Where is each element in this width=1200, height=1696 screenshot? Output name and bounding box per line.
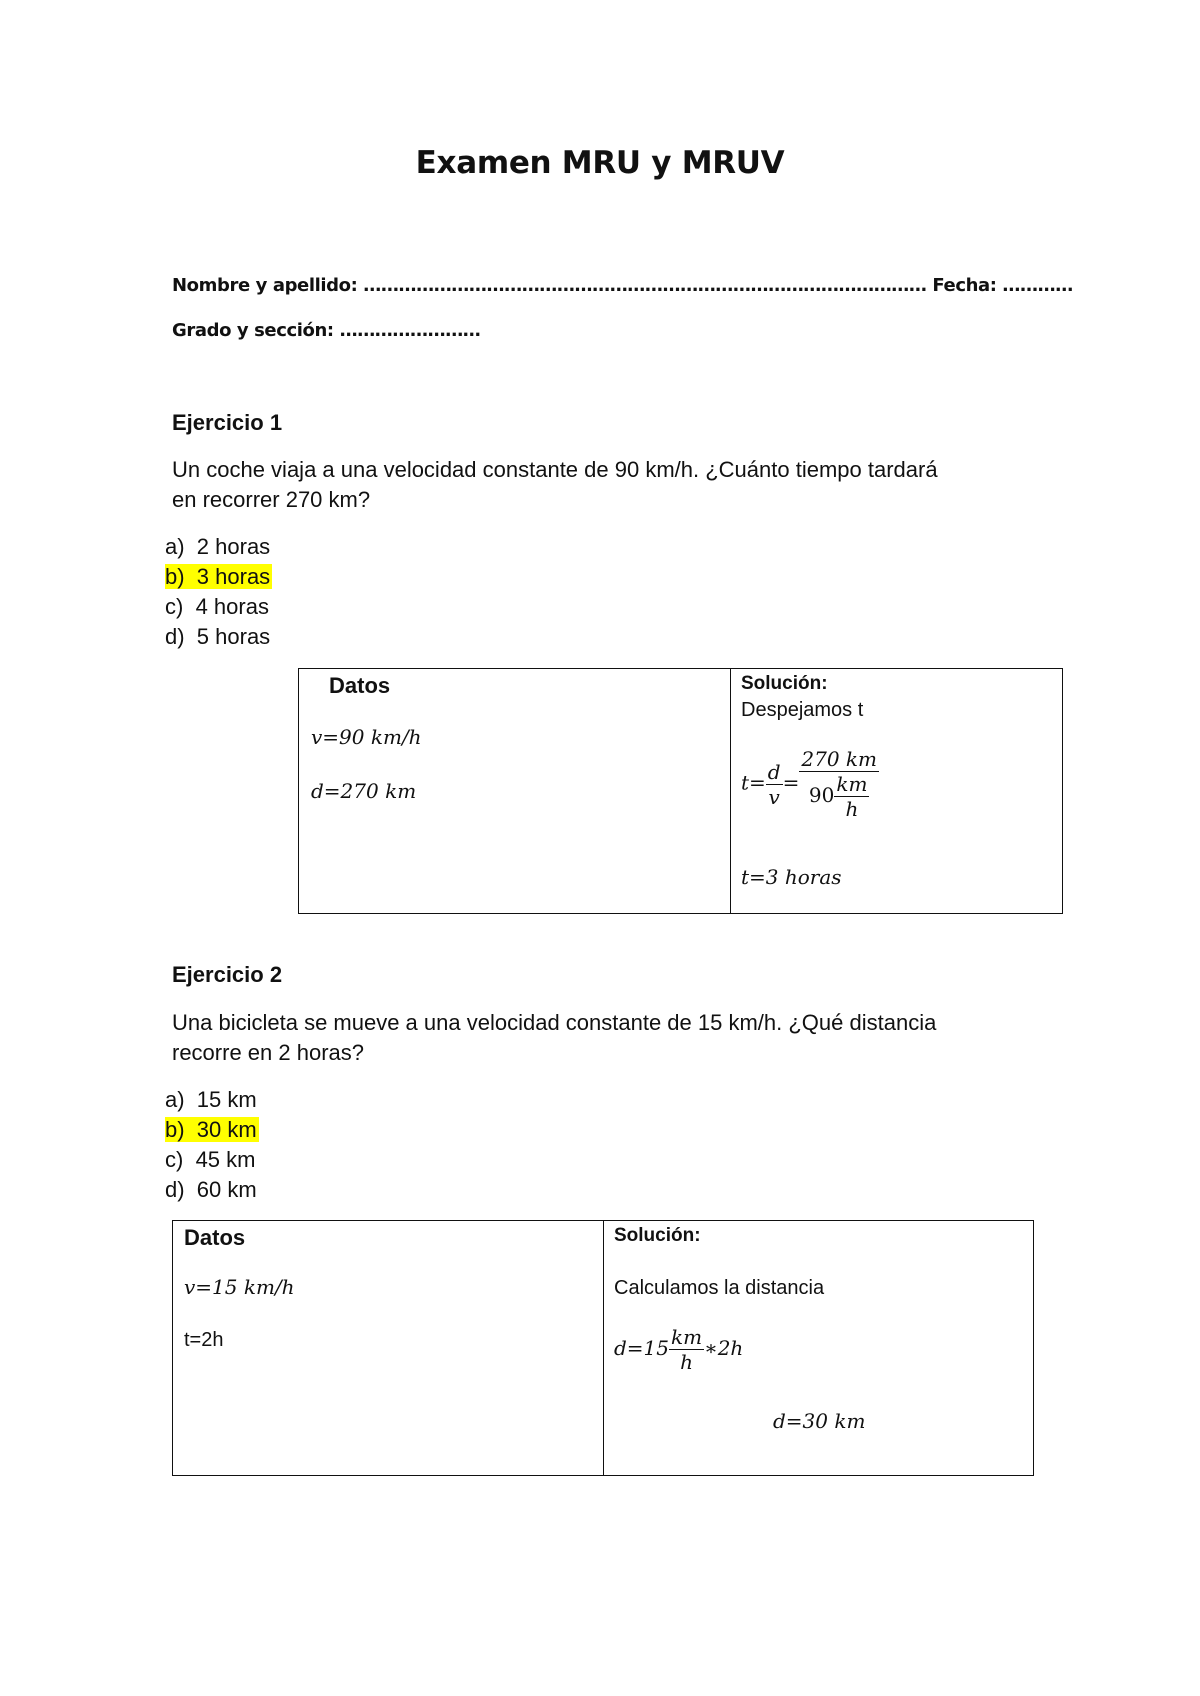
formula-rest: ∗2h bbox=[704, 1336, 744, 1360]
question-line: en recorrer 270 km? bbox=[172, 487, 371, 512]
fraction-km-over-h bbox=[669, 1325, 704, 1374]
exercise-2-solution-table bbox=[172, 1220, 1034, 1476]
solucion-text: Calculamos la distancia bbox=[614, 1277, 825, 1299]
denominator-coefficient: 90 bbox=[808, 783, 835, 807]
name-date-line: Nombre y apellido: …………………………………………………………………………………… Fecha: ………… bbox=[172, 275, 1073, 296]
exercise-2-question bbox=[172, 1008, 1042, 1068]
fraction-numerator: km bbox=[836, 772, 868, 796]
datos-distance: d=270 km bbox=[311, 779, 417, 803]
option-letter: a) bbox=[165, 534, 185, 559]
option-d bbox=[165, 622, 272, 652]
datos-velocity: v=90 km/h bbox=[311, 725, 422, 749]
option-text: 30 km bbox=[196, 1117, 257, 1142]
exercise-1-options bbox=[165, 532, 272, 652]
table-divider bbox=[603, 1221, 604, 1475]
option-text: 5 horas bbox=[196, 624, 271, 649]
option-letter: c) bbox=[165, 594, 184, 619]
option-c bbox=[165, 592, 272, 622]
formula-lhs: d=15 bbox=[614, 1336, 670, 1360]
exercise-1-heading: Ejercicio 1 bbox=[172, 410, 283, 435]
option-letter: b) bbox=[165, 564, 185, 589]
fraction-d-over-v bbox=[766, 760, 783, 809]
question-line: Una bicicleta se mueve a una velocidad constante de 15 km/h. ¿Qué distancia bbox=[172, 1010, 937, 1035]
datos-heading: Datos bbox=[329, 673, 391, 698]
fraction-denominator: v bbox=[768, 784, 780, 809]
exercise-2-heading: Ejercicio 2 bbox=[172, 962, 283, 987]
fraction-numerator: km bbox=[671, 1325, 703, 1349]
grade-section-line: Grado y sección: …………………… bbox=[172, 320, 481, 341]
exercise-1-solution-table bbox=[298, 668, 1063, 914]
solution-result: d=30 km bbox=[773, 1409, 866, 1433]
question-line: Un coche viaja a una velocidad constante de 90 km/h. ¿Cuánto tiempo tardará bbox=[172, 457, 938, 482]
solucion-text: Despejamos t bbox=[741, 699, 864, 721]
option-text: 2 horas bbox=[196, 534, 271, 559]
fraction-numerator: d bbox=[767, 759, 781, 784]
option-letter: d) bbox=[165, 624, 185, 649]
table-divider bbox=[730, 669, 731, 913]
question-line: recorre en 2 horas? bbox=[172, 1040, 364, 1065]
page-title: Examen MRU y MRUV bbox=[415, 145, 785, 181]
option-text: 4 horas bbox=[195, 594, 269, 619]
datos-velocity: v=15 km/h bbox=[184, 1275, 295, 1299]
option-letter: c) bbox=[165, 1147, 184, 1172]
formula-lhs: t= bbox=[741, 770, 766, 795]
solucion-heading: Solución: bbox=[741, 673, 828, 694]
fraction-denominator: h bbox=[680, 1350, 693, 1374]
datos-time: t=2h bbox=[184, 1329, 224, 1351]
option-text: 15 km bbox=[196, 1087, 257, 1112]
option-letter: d) bbox=[165, 1177, 185, 1202]
fraction-km-over-h bbox=[834, 772, 869, 821]
solution-formula bbox=[614, 1325, 743, 1374]
option-text: 3 horas bbox=[196, 564, 271, 589]
option-d bbox=[165, 1175, 259, 1205]
formula-equals: = bbox=[782, 770, 800, 795]
solucion-heading: Solución: bbox=[614, 1225, 701, 1246]
option-c bbox=[165, 1145, 259, 1175]
exercise-1-question bbox=[172, 455, 1042, 515]
exercise-2-options bbox=[165, 1085, 259, 1205]
solution-formula bbox=[741, 747, 879, 821]
option-a bbox=[165, 532, 272, 562]
option-b-correct bbox=[165, 562, 272, 592]
option-a bbox=[165, 1085, 259, 1115]
option-letter: a) bbox=[165, 1087, 185, 1112]
option-text: 60 km bbox=[196, 1177, 257, 1202]
datos-heading: Datos bbox=[184, 1225, 246, 1250]
solution-result: t=3 horas bbox=[741, 865, 842, 889]
option-text: 45 km bbox=[195, 1147, 256, 1172]
fraction-numerator: 270 km bbox=[801, 747, 877, 771]
option-b-correct bbox=[165, 1115, 259, 1145]
option-letter: b) bbox=[165, 1117, 185, 1142]
fraction-270-over-90kmh bbox=[799, 747, 879, 821]
fraction-denominator: h bbox=[845, 797, 859, 821]
